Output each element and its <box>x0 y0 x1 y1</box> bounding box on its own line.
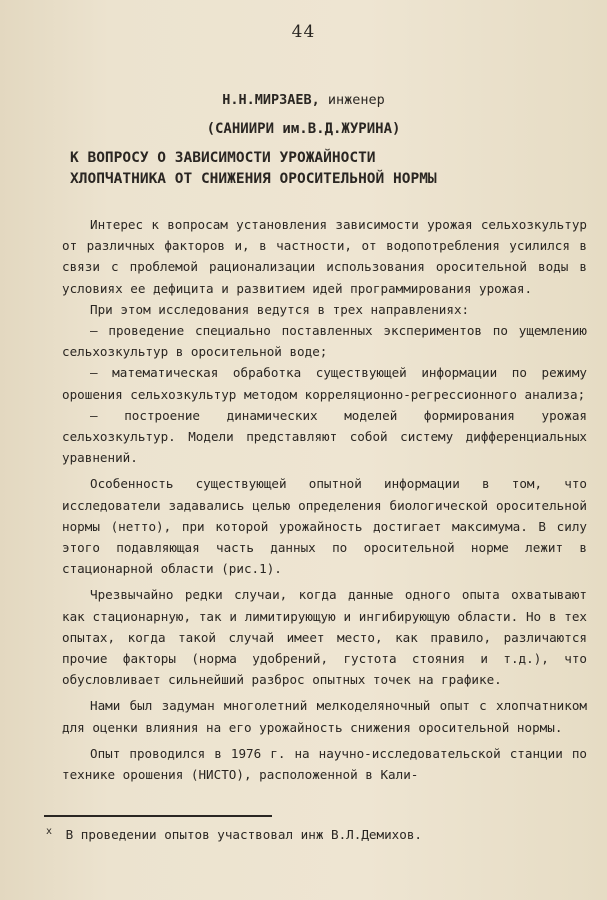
list-item: – проведение специально поставленных экспериментов по ущемлению сельхозкультур в оросительной воде; <box>62 323 587 360</box>
footnote-text: В проведении опытов участвовал инж В.Л.Демихов. <box>65 827 422 843</box>
title-line: ХЛОПЧАТНИКА ОТ СНИЖЕНИЯ ОРОСИТЕЛЬНОЙ НОРМЫ <box>70 171 437 187</box>
author-role: инженер <box>327 92 385 108</box>
institute: (САНИИРИ им.В.Д.ЖУРИНА) <box>206 121 401 137</box>
article-body <box>62 214 587 785</box>
paragraph: Опыт проводился в 1976 г. на научно-исследовательской станции по технике орошения (НИСТО), расположенной в Кали- <box>62 745 587 783</box>
paragraph: При этом исследования ведутся в трех направлениях: <box>90 301 470 317</box>
list-item: – математическая обработка существующей информации по режиму орошения сельхозкультур методом корреляционно-регрессионного анализа; <box>62 365 587 402</box>
footnote-divider <box>44 815 272 817</box>
list-item: – построение динамических моделей формирования урожая сельхозкультур. Модели представляют собой систему дифференциальных уравнений. <box>62 407 587 466</box>
title-line: К ВОПРОСУ О ЗАВИСИМОСТИ УРОЖАЙНОСТИ <box>70 150 376 166</box>
page-number: 44 <box>291 22 316 42</box>
paragraph: Нами был задуман многолетний мелкоделяночный опыт с хлопчатником для оценки влияния на его урожайность снижения оросительной нормы. <box>62 698 587 735</box>
paragraph: Интерес к вопросам установления зависимости урожая сельхозкультур от различных факторов и, в частности, от водопотребления усилился в связи с проблемой рационализации использования оросительной воды в условиях ее дефицита и развитием идей программирования урожая. <box>62 217 587 296</box>
author-line <box>0 92 607 108</box>
paragraph: Чрезвычайно редки случаи, когда данные одного опыта охватывают как стационарную, так и лимитирующую и ингибирующую области. Но в тех опытах, когда такой случай имеет место, как правило, различаются прочие факторы (норма удобрений, густота стояния и т.д.), что обусловливает сильнейший разброс опытных точек на графике. <box>62 587 587 688</box>
footnote <box>46 826 566 842</box>
paragraph: Особенность существующей опытной информации в том, что исследователи задавались целью определения биологической оросительной нормы (нетто), при которой урожайность достигает максимума. В силу этого подавляющая часть данных по оросительной норме лежит в стационарной области (рис.1). <box>62 476 587 577</box>
article-title <box>70 148 540 190</box>
author-name: Н.Н.МИРЗАЕВ, <box>222 92 320 108</box>
footnote-mark: x <box>46 826 53 837</box>
